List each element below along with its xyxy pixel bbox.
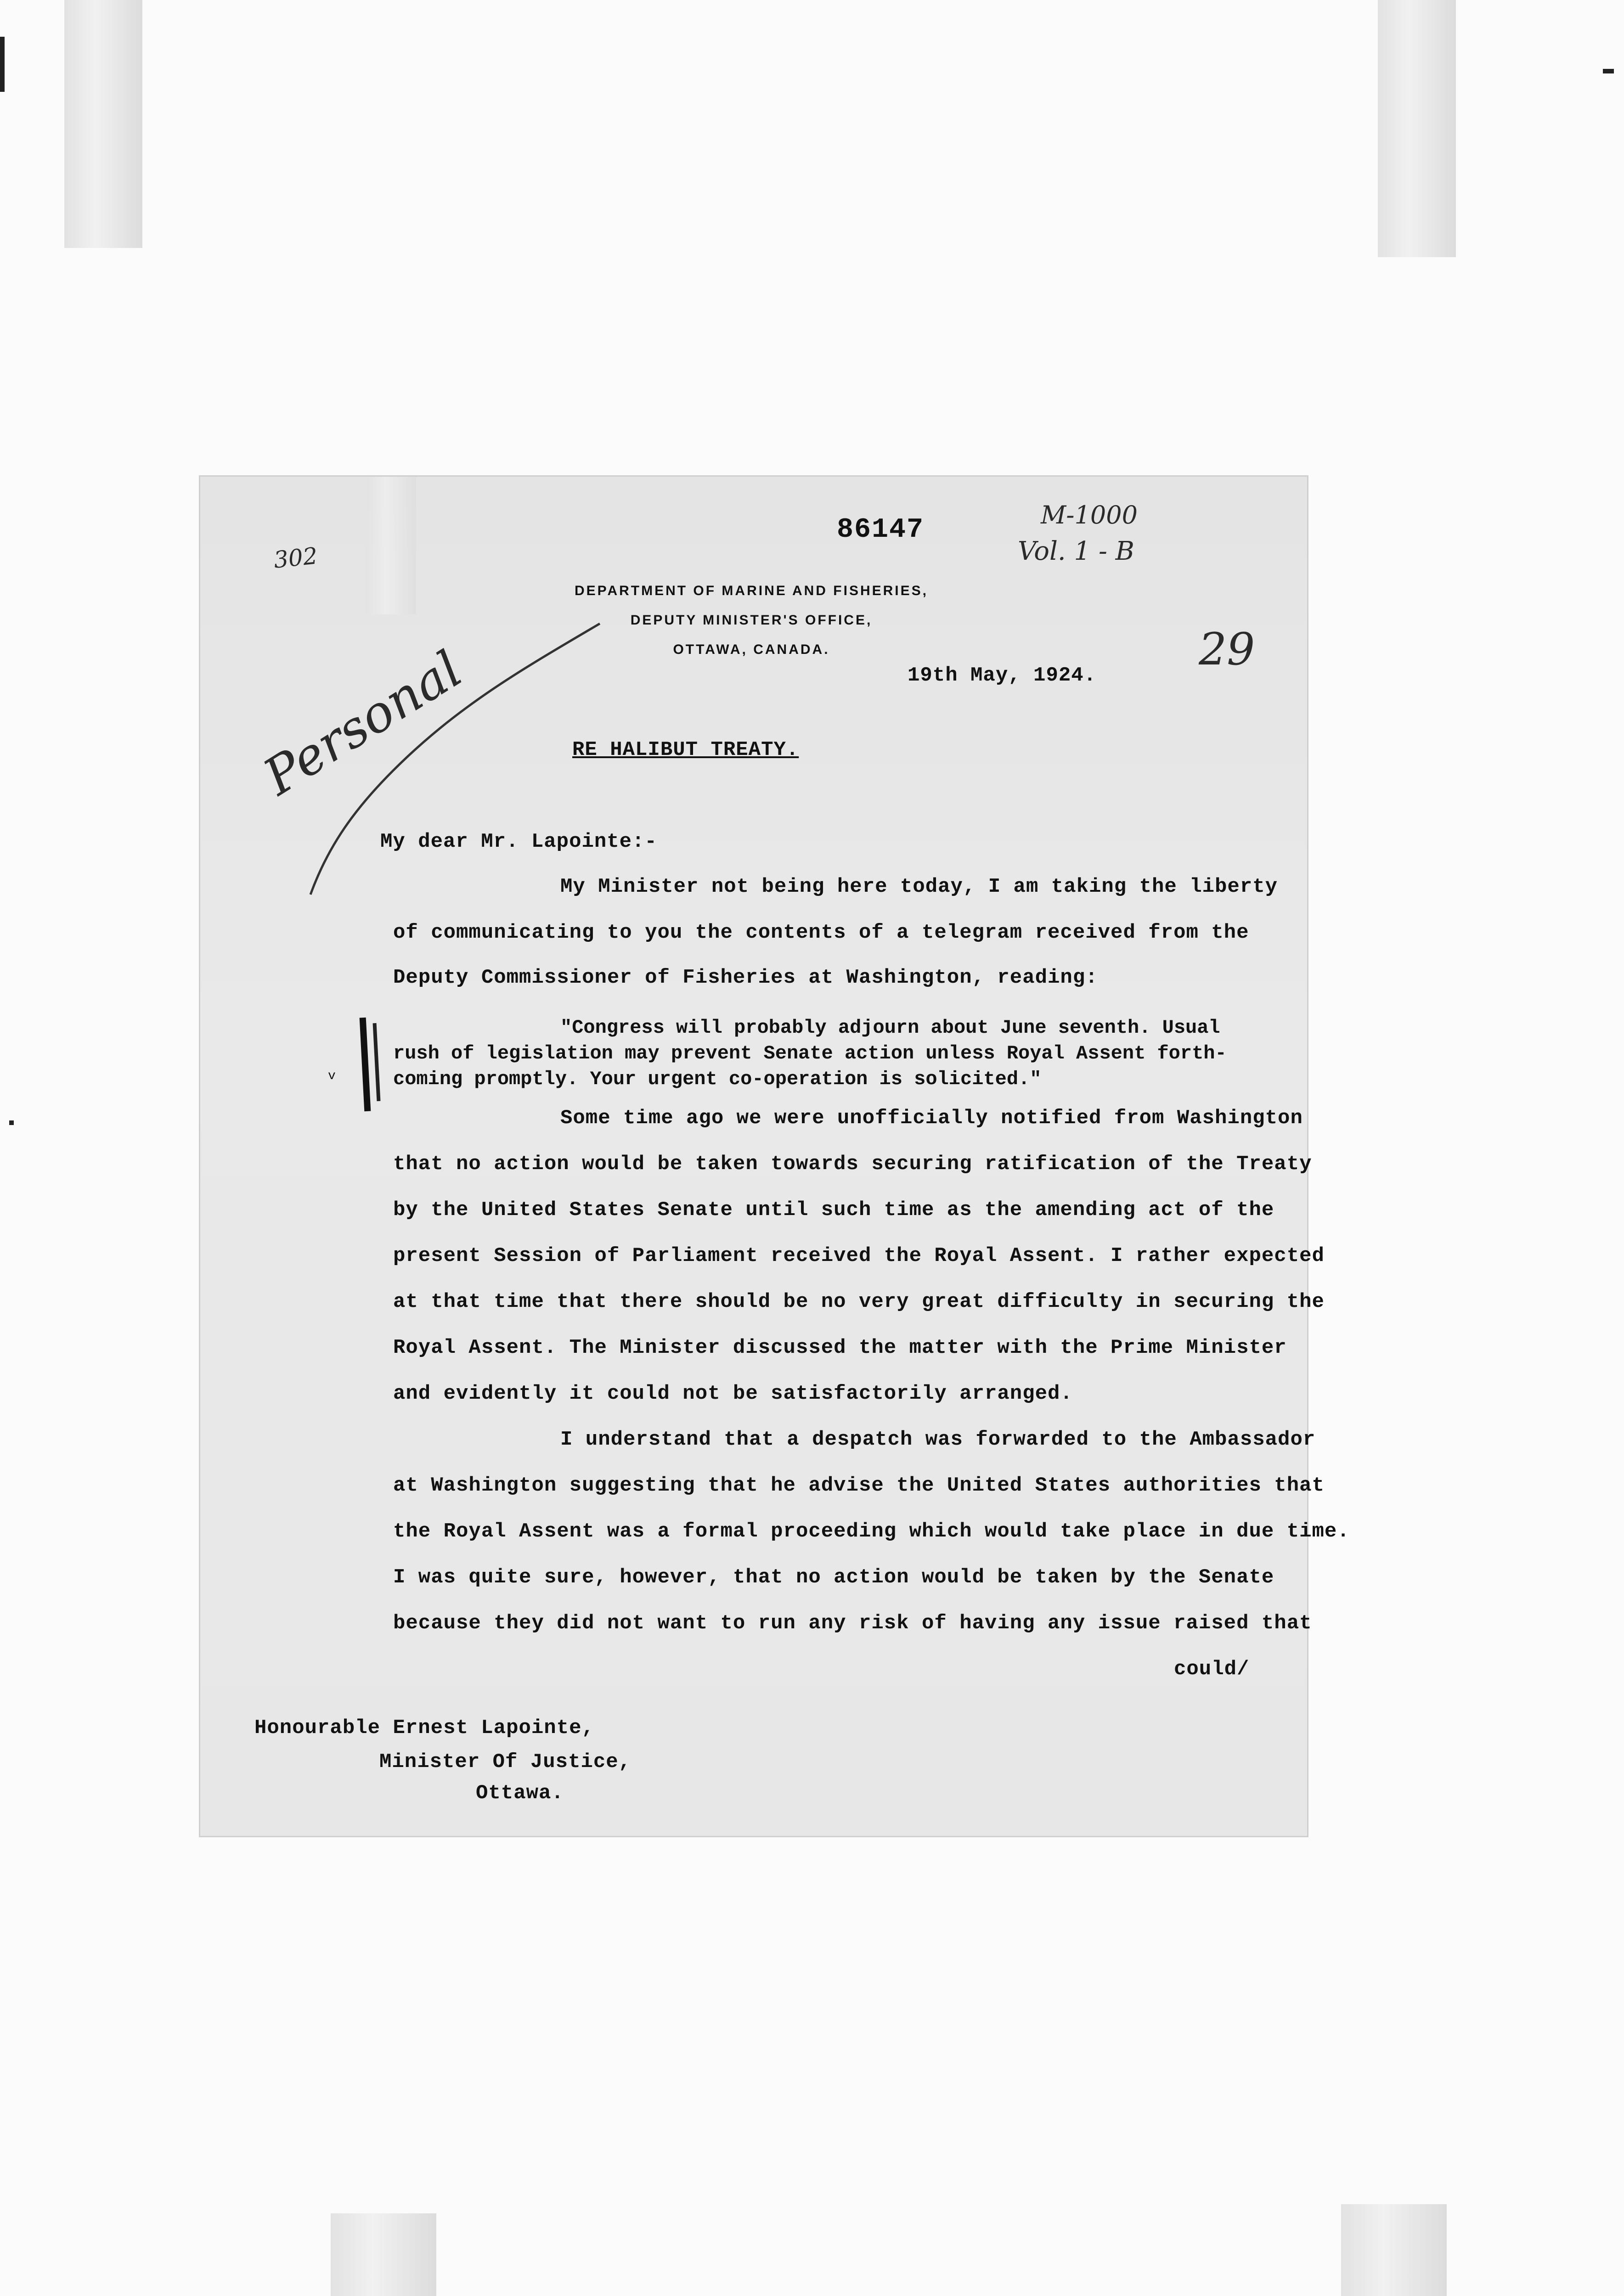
subject-line: RE HALIBUT TREATY. [572,738,799,761]
handwritten-page-number: 29 [1199,624,1255,675]
margin-mark [360,1018,371,1111]
telegram-quote-line-2: rush of legislation may prevent Senate action unless Royal Assent forth- [393,1042,1227,1064]
film-edge-mark [0,37,5,92]
handwritten-reference-2: Vol. 1 - B [1018,536,1134,566]
tape-strip-bottom-left [331,2213,436,2296]
tape-strip-top-left [64,0,142,248]
letter-page [200,477,1350,1836]
salutation: My dear Mr. Lapointe:- [380,830,657,853]
paragraph-2-line-1: Some time ago we were unofficially notified from Washington [560,1107,1303,1130]
addressee-line-1: Honourable Ernest Lapointe, [254,1716,594,1739]
paragraph-3-line-3: the Royal Assent was a formal proceeding which would take place in due time. [393,1520,1350,1543]
handwritten-stroke [283,614,604,899]
paragraph-2-line-5: at that time that there should be no very great difficulty in securing the [393,1290,1325,1313]
paragraph-2-line-3: by the United States Senate until such time as the amending act of the [393,1199,1274,1221]
paragraph-2-line-2: that no action would be taken towards securing ratification of the Treaty [393,1153,1312,1176]
paragraph-1-line-1: My Minister not being here today, I am taking the liberty [560,875,1278,898]
paragraph-3-line-4: I was quite sure, however, that no action would be taken by the Senate [393,1566,1274,1589]
tape-strip-bottom-right [1341,2204,1447,2296]
margin-mark [373,1023,381,1101]
film-edge-mark [9,1120,14,1125]
handwritten-reference-1: M-1000 [1041,501,1138,529]
margin-tick: v [328,1069,336,1083]
letterhead-line-1: DEPARTMENT OF MARINE AND FISHERIES, [574,583,928,598]
addressee-line-2: Minister Of Justice, [379,1750,632,1773]
telegram-quote-line-1: "Congress will probably adjourn about June seventh. Usual [560,1017,1220,1039]
paragraph-3-line-1: I understand that a despatch was forwarded to the Ambassador [560,1428,1316,1451]
paragraph-3-line-2: at Washington suggesting that he advise the United States authorities that [393,1474,1325,1497]
handwritten-personal: Personal [254,639,472,807]
continuation-word: could/ [1174,1658,1250,1681]
corner-handwritten-mark: 302 [272,542,319,574]
paragraph-2-line-4: present Session of Parliament received the Royal Assent. I rather expected [393,1244,1325,1267]
tape-on-page [366,477,416,614]
letter-date: 19th May, 1924. [908,664,1097,687]
film-edge-mark [1603,69,1614,73]
document-number: 86147 [837,514,925,546]
paragraph-3-line-5: because they did not want to run any risk of having any issue raised that [393,1612,1312,1635]
telegram-quote-line-3: coming promptly. Your urgent co-operation is solicited." [393,1068,1042,1090]
paragraph-2-line-7: and evidently it could not be satisfactorily arranged. [393,1382,1073,1405]
letterhead-line-2: DEPUTY MINISTER'S OFFICE, [630,613,873,628]
tape-strip-top-right [1378,0,1456,257]
paragraph-1-line-3: Deputy Commissioner of Fisheries at Washington, reading: [393,966,1098,989]
paragraph-1-line-2: of communicating to you the contents of a telegram received from the [393,921,1249,944]
addressee-line-3: Ottawa. [476,1782,564,1805]
paragraph-2-line-6: Royal Assent. The Minister discussed the matter with the Prime Minister [393,1336,1287,1359]
letterhead-line-3: OTTAWA, CANADA. [673,642,830,657]
